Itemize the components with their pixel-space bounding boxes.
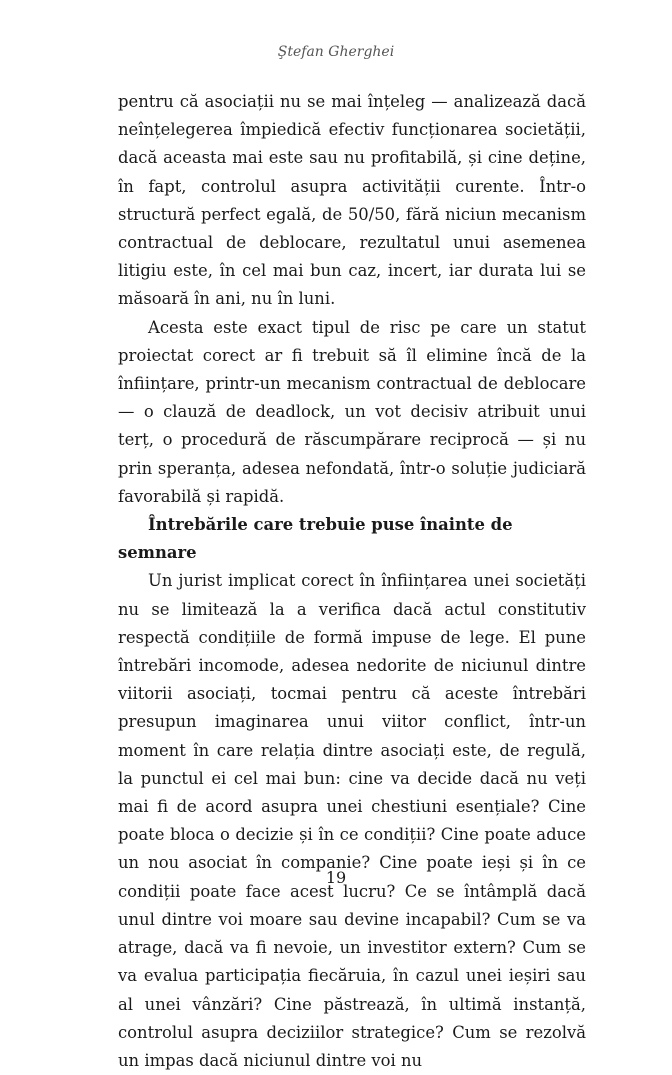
paragraph-continuation: pentru că asociații nu se mai înțeleg — analizează dacă neînțelegerea împiedică efectiv funcționarea societății, dacă aceasta mai este sau nu profitabilă, și cine deține, în fapt, controlul asupra activității curente. Într-o structură perfect egală, de 50/50, fără niciun mecanism contractual de deblocare, rezultatul unui asemenea litigiu este, în cel mai bun caz, incert, iar durata lui se măsoară în ani, nu în luni. (118, 92, 586, 309)
body-text (118, 88, 586, 1075)
paragraph-questions: Un jurist implicat corect în înființarea unei societăți nu se limitează la a verifica dacă actul constitutiv respectă condițiile de formă impuse de lege. El pune întrebări incomode, adesea nedorite de niciunul dintre viitorii asociați, tocmai pentru că aceste întrebări presupun imaginarea unui viitor conflict, într-un moment în care relația dintre asociați este, de regulă, la punctul ei cel mai bun: cine va decide dacă nu veți mai fi de acord asupra unei chestiuni esențiale? Cine poate bloca o decizie și în ce condiții? Cine poate aduce un nou asociat în companie? Cine poate ieși și în ce condiții poate face acest lucru? Ce se întâmplă dacă unul dintre voi moare sau devine incapabil? Cum se va atrage, dacă va fi nevoie, un investitor extern? Cum se va evalua participația fiecăruia, în cazul unei ieșiri sau al unei vânzări? Cine păstrează, în ultimă instanță, controlul asupra deciziilor strategice? Cum se rezolvă un impas dacă niciunul dintre voi nu (118, 571, 586, 1070)
section-heading: Întrebările care trebuie puse înainte de semnare (118, 515, 513, 563)
page-number: 19 (325, 868, 347, 887)
running-head: Ştefan Gherghei (277, 44, 395, 60)
paragraph-risk: Acesta este exact tipul de risc pe care un statut proiectat corect ar fi trebuit să îl elimine încă de la înființare, printr-un mecanism contractual de deblocare — o clauză de deadlock, un vot decisiv atribuit unui terț, o procedură de răscumpărare reciprocă — și nu prin speranța, adesea nefondată, într-o soluție judiciară favorabilă și rapidă. (118, 317, 586, 506)
